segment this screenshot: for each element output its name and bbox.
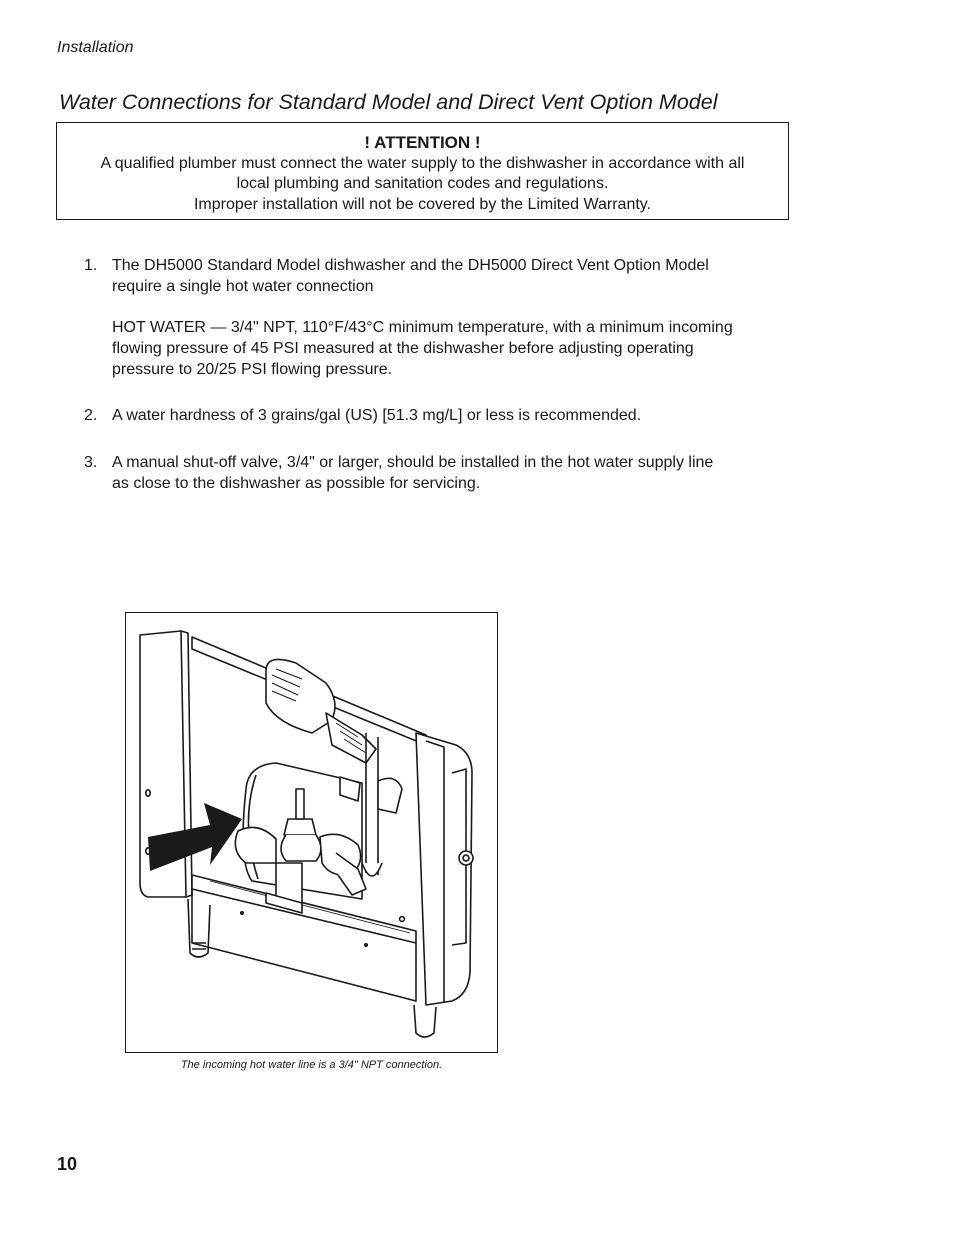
pressure-regulator [284, 819, 316, 835]
step-line: A manual shut-off valve, 3/4" or larger, should be installed in the hot water supply line [112, 454, 714, 471]
step-number: 1. [84, 257, 98, 274]
attention-line: A qualified plumber must connect the water supply to the dishwasher in accordance with all [100, 154, 745, 172]
step-spacer [112, 298, 794, 319]
step-line: as close to the dishwasher as possible for servicing. [112, 474, 481, 492]
step-text [112, 453, 794, 495]
step-number: 3. [84, 454, 98, 471]
right-port [459, 851, 473, 865]
step-line: require a single hot water connection [112, 277, 374, 295]
attention-line: local plumbing and sanitation codes and regulations. [236, 175, 609, 192]
attention-box [56, 122, 789, 220]
step-detail-line: pressure to 20/25 PSI flowing pressure. [112, 360, 393, 378]
section-label: Installation [57, 39, 134, 56]
step-line: A water hardness of 3 grains/gal (US) [51.3 mg/L] or less is recommended. [112, 407, 642, 424]
step-text [112, 256, 794, 381]
step-detail-line: flowing pressure of 45 PSI measured at the dishwasher before adjusting operating [112, 340, 694, 358]
inlet-elbow [235, 827, 276, 863]
step-line: The DH5000 Standard Model dishwasher and the DH5000 Direct Vent Option Model [112, 257, 709, 274]
step-number: 2. [84, 407, 98, 424]
page-number: 10 [57, 1154, 78, 1174]
attention-line: Improper installation will not be covered by the Limited Warranty. [193, 195, 652, 213]
motor-housing [266, 659, 335, 733]
figure-frame [125, 612, 498, 1053]
dishwasher-illustration [126, 613, 497, 1052]
page-title: Water Connections for Standard Model and Direct Vent Option Model [59, 90, 718, 114]
figure-caption: The incoming hot water line is a 3/4" NPT connection. [180, 1059, 443, 1071]
right-leg [414, 1005, 436, 1037]
attention-title: ! ATTENTION ! [364, 133, 481, 152]
step-text [112, 406, 794, 427]
step-detail-line: HOT WATER — 3/4" NPT, 110°F/43°C minimum temperature, with a minimum incoming [112, 319, 733, 337]
